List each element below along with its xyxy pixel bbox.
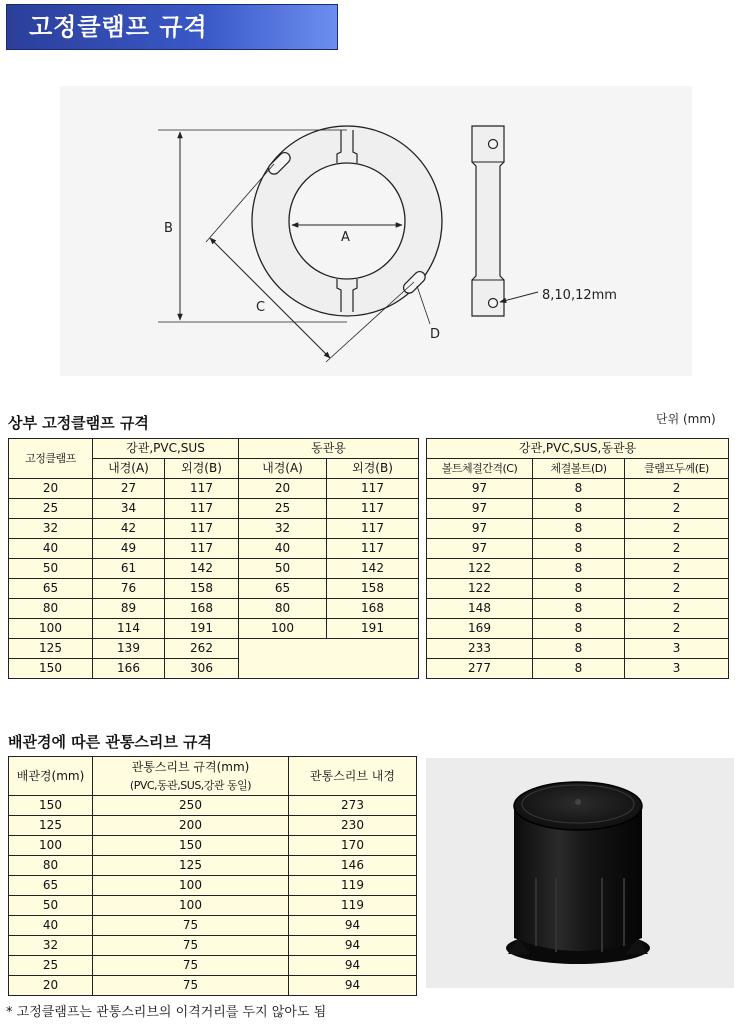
table-cell: 40 bbox=[9, 916, 93, 936]
table-cell: 139 bbox=[93, 639, 165, 659]
table-cell: 65 bbox=[9, 876, 93, 896]
subheader: 내경(A) bbox=[239, 459, 327, 479]
table-row bbox=[9, 936, 417, 956]
table-cell: 191 bbox=[165, 619, 239, 639]
label-a: A bbox=[341, 230, 350, 245]
table-cell: 61 bbox=[93, 559, 165, 579]
table-cell: 117 bbox=[165, 539, 239, 559]
table-cell: 168 bbox=[327, 599, 419, 619]
table-cell: 119 bbox=[289, 876, 417, 896]
table-row bbox=[9, 976, 417, 996]
table-cell: 80 bbox=[9, 599, 93, 619]
table-row bbox=[9, 479, 419, 499]
table-cell: 80 bbox=[9, 856, 93, 876]
footnote: * 고정클램프는 관통스리브의 이격거리를 두지 않아도 됨 bbox=[6, 1005, 327, 1020]
table-cell: 150 bbox=[9, 659, 93, 679]
table-cell: 146 bbox=[289, 856, 417, 876]
sleeve-illustration bbox=[426, 758, 734, 988]
table-cell: 262 bbox=[165, 639, 239, 659]
table-cell: 8 bbox=[533, 619, 625, 639]
table-cell: 34 bbox=[93, 499, 165, 519]
table-cell: 20 bbox=[239, 479, 327, 499]
table-row bbox=[427, 659, 729, 679]
label-c: C bbox=[256, 300, 266, 315]
table-cell: 8 bbox=[533, 599, 625, 619]
table-cell: 2 bbox=[625, 619, 729, 639]
table-cell: 8 bbox=[533, 559, 625, 579]
table-cell: 125 bbox=[9, 816, 93, 836]
table-cell: 8 bbox=[533, 479, 625, 499]
table-cell: 117 bbox=[327, 479, 419, 499]
table-cell: 94 bbox=[289, 936, 417, 956]
table-cell: 142 bbox=[327, 559, 419, 579]
table-cell: 49 bbox=[93, 539, 165, 559]
table-cell: 100 bbox=[93, 896, 289, 916]
table-cell: 114 bbox=[93, 619, 165, 639]
table-cell: 277 bbox=[427, 659, 533, 679]
clamp-side-view bbox=[472, 126, 504, 316]
table-cell: 169 bbox=[427, 619, 533, 639]
table-header-row bbox=[427, 439, 729, 459]
table-cell: 89 bbox=[93, 599, 165, 619]
table-header-row bbox=[9, 757, 417, 777]
table-cell: 117 bbox=[327, 499, 419, 519]
table-cell: 100 bbox=[9, 619, 93, 639]
header-group-steel: 강관,PVC,SUS bbox=[93, 439, 239, 459]
header-group-copper: 동관용 bbox=[239, 439, 419, 459]
hole-size-label: 8,10,12mm bbox=[542, 288, 617, 303]
table-cell: 76 bbox=[93, 579, 165, 599]
table-row bbox=[9, 539, 419, 559]
table-cell: 80 bbox=[239, 599, 327, 619]
table-cell: 2 bbox=[625, 539, 729, 559]
table-row bbox=[9, 579, 419, 599]
table-cell: 158 bbox=[165, 579, 239, 599]
table-row bbox=[427, 639, 729, 659]
table-cell: 200 bbox=[93, 816, 289, 836]
subheader: 내경(A) bbox=[93, 459, 165, 479]
table-cell: 2 bbox=[625, 559, 729, 579]
bolt-spec-table bbox=[426, 438, 729, 679]
table-cell: 65 bbox=[239, 579, 327, 599]
table-cell: 122 bbox=[427, 579, 533, 599]
table-row bbox=[9, 836, 417, 856]
table-cell: 306 bbox=[165, 659, 239, 679]
table-cell: 75 bbox=[93, 956, 289, 976]
table-cell: 97 bbox=[427, 499, 533, 519]
subheader: 볼트체결간격(C) bbox=[427, 459, 533, 479]
table-cell: 191 bbox=[327, 619, 419, 639]
table-cell: 117 bbox=[165, 499, 239, 519]
table-cell: 3 bbox=[625, 639, 729, 659]
table-cell: 40 bbox=[9, 539, 93, 559]
table-cell: 117 bbox=[327, 539, 419, 559]
table-cell: 97 bbox=[427, 519, 533, 539]
table-row bbox=[9, 499, 419, 519]
table-cell: 32 bbox=[9, 936, 93, 956]
table-cell: 25 bbox=[9, 499, 93, 519]
table-cell: 100 bbox=[239, 619, 327, 639]
table-cell: 75 bbox=[93, 916, 289, 936]
clamp-spec-table bbox=[8, 438, 419, 679]
table-row bbox=[427, 539, 729, 559]
table-cell: 117 bbox=[327, 519, 419, 539]
sleeve-product-photo bbox=[426, 758, 734, 988]
subheader: 클램프두께(E) bbox=[625, 459, 729, 479]
table-cell: 20 bbox=[9, 479, 93, 499]
header-pipe: 배관경(mm) bbox=[9, 757, 93, 796]
table-cell: 8 bbox=[533, 639, 625, 659]
table-cell: 8 bbox=[533, 579, 625, 599]
table-row bbox=[9, 519, 419, 539]
table-cell: 119 bbox=[289, 896, 417, 916]
table-cell: 100 bbox=[9, 836, 93, 856]
table-row bbox=[427, 579, 729, 599]
table-cell: 150 bbox=[9, 796, 93, 816]
table-cell: 122 bbox=[427, 559, 533, 579]
table-cell: 75 bbox=[93, 976, 289, 996]
upper-section-title: 상부 고정클램프 규격 bbox=[8, 414, 149, 432]
table-cell: 148 bbox=[427, 599, 533, 619]
lower-section-title: 배관경에 따른 관통스리브 규격 bbox=[8, 733, 213, 751]
table-cell: 25 bbox=[239, 499, 327, 519]
table-cell: 25 bbox=[9, 956, 93, 976]
table-cell: 94 bbox=[289, 956, 417, 976]
table-cell: 125 bbox=[9, 639, 93, 659]
table-cell: 32 bbox=[9, 519, 93, 539]
table-row bbox=[9, 639, 419, 659]
table-cell: 2 bbox=[625, 579, 729, 599]
table-row bbox=[9, 816, 417, 836]
table-row bbox=[9, 796, 417, 816]
table-cell: 3 bbox=[625, 659, 729, 679]
table-cell: 150 bbox=[93, 836, 289, 856]
table-cell: 158 bbox=[327, 579, 419, 599]
table-cell: 8 bbox=[533, 539, 625, 559]
table-cell: 32 bbox=[239, 519, 327, 539]
header-inner: 관통스리브 내경 bbox=[289, 757, 417, 796]
sleeve-spec-table bbox=[8, 756, 417, 996]
table-cell: 273 bbox=[289, 796, 417, 816]
clamp-diagram-svg bbox=[60, 86, 692, 376]
table-cell: 170 bbox=[289, 836, 417, 856]
table-cell: 125 bbox=[93, 856, 289, 876]
clamp-technical-drawing bbox=[60, 86, 692, 376]
table-cell: 166 bbox=[93, 659, 165, 679]
table-cell: 75 bbox=[93, 936, 289, 956]
table-row bbox=[427, 619, 729, 639]
table-row bbox=[9, 599, 419, 619]
header-clamp: 고정클램프 bbox=[9, 439, 93, 479]
table-cell: 250 bbox=[93, 796, 289, 816]
table-header-row bbox=[9, 439, 419, 459]
table-subheader-row bbox=[427, 459, 729, 479]
table-row bbox=[9, 876, 417, 896]
table-row bbox=[9, 896, 417, 916]
table-cell: 233 bbox=[427, 639, 533, 659]
table-cell: 97 bbox=[427, 479, 533, 499]
table-row bbox=[9, 856, 417, 876]
table-cell: 2 bbox=[625, 519, 729, 539]
table-cell: 2 bbox=[625, 599, 729, 619]
table-cell: 20 bbox=[9, 976, 93, 996]
table-cell: 2 bbox=[625, 479, 729, 499]
table-row bbox=[427, 559, 729, 579]
subheader: 외경(B) bbox=[327, 459, 419, 479]
subheader: 체결볼트(D) bbox=[533, 459, 625, 479]
table-row bbox=[9, 956, 417, 976]
table-cell: 8 bbox=[533, 519, 625, 539]
page-title: 고정클램프 규격 bbox=[6, 4, 338, 50]
table-cell: 8 bbox=[533, 659, 625, 679]
table-cell: 94 bbox=[289, 976, 417, 996]
table-cell: 97 bbox=[427, 539, 533, 559]
table-cell: 100 bbox=[93, 876, 289, 896]
table-row bbox=[427, 479, 729, 499]
table-row bbox=[9, 619, 419, 639]
unit-label: 단위 (mm) bbox=[656, 412, 716, 426]
header-sleeve-sub: (PVC,동관,SUS,강관 동일) bbox=[93, 776, 289, 796]
table-cell: 2 bbox=[625, 499, 729, 519]
table-cell: 117 bbox=[165, 479, 239, 499]
table-cell: 94 bbox=[289, 916, 417, 936]
table-cell: 230 bbox=[289, 816, 417, 836]
table-cell: 42 bbox=[93, 519, 165, 539]
empty-cell bbox=[239, 639, 419, 679]
table-cell: 8 bbox=[533, 499, 625, 519]
table-cell: 142 bbox=[165, 559, 239, 579]
table-row bbox=[427, 599, 729, 619]
table-cell: 40 bbox=[239, 539, 327, 559]
table-cell: 168 bbox=[165, 599, 239, 619]
table-row bbox=[427, 499, 729, 519]
label-d: D bbox=[430, 327, 441, 342]
table-cell: 50 bbox=[9, 559, 93, 579]
header-group-all: 강관,PVC,SUS,동관용 bbox=[427, 439, 729, 459]
subheader: 외경(B) bbox=[165, 459, 239, 479]
table-cell: 117 bbox=[165, 519, 239, 539]
table-row bbox=[9, 559, 419, 579]
table-cell: 50 bbox=[239, 559, 327, 579]
clamp-ring bbox=[252, 126, 442, 316]
table-cell: 65 bbox=[9, 579, 93, 599]
table-row bbox=[427, 519, 729, 539]
table-cell: 50 bbox=[9, 896, 93, 916]
table-row bbox=[9, 916, 417, 936]
table-cell: 27 bbox=[93, 479, 165, 499]
label-b: B bbox=[164, 221, 173, 236]
header-sleeve: 관통스리브 규격(mm) bbox=[93, 757, 289, 777]
